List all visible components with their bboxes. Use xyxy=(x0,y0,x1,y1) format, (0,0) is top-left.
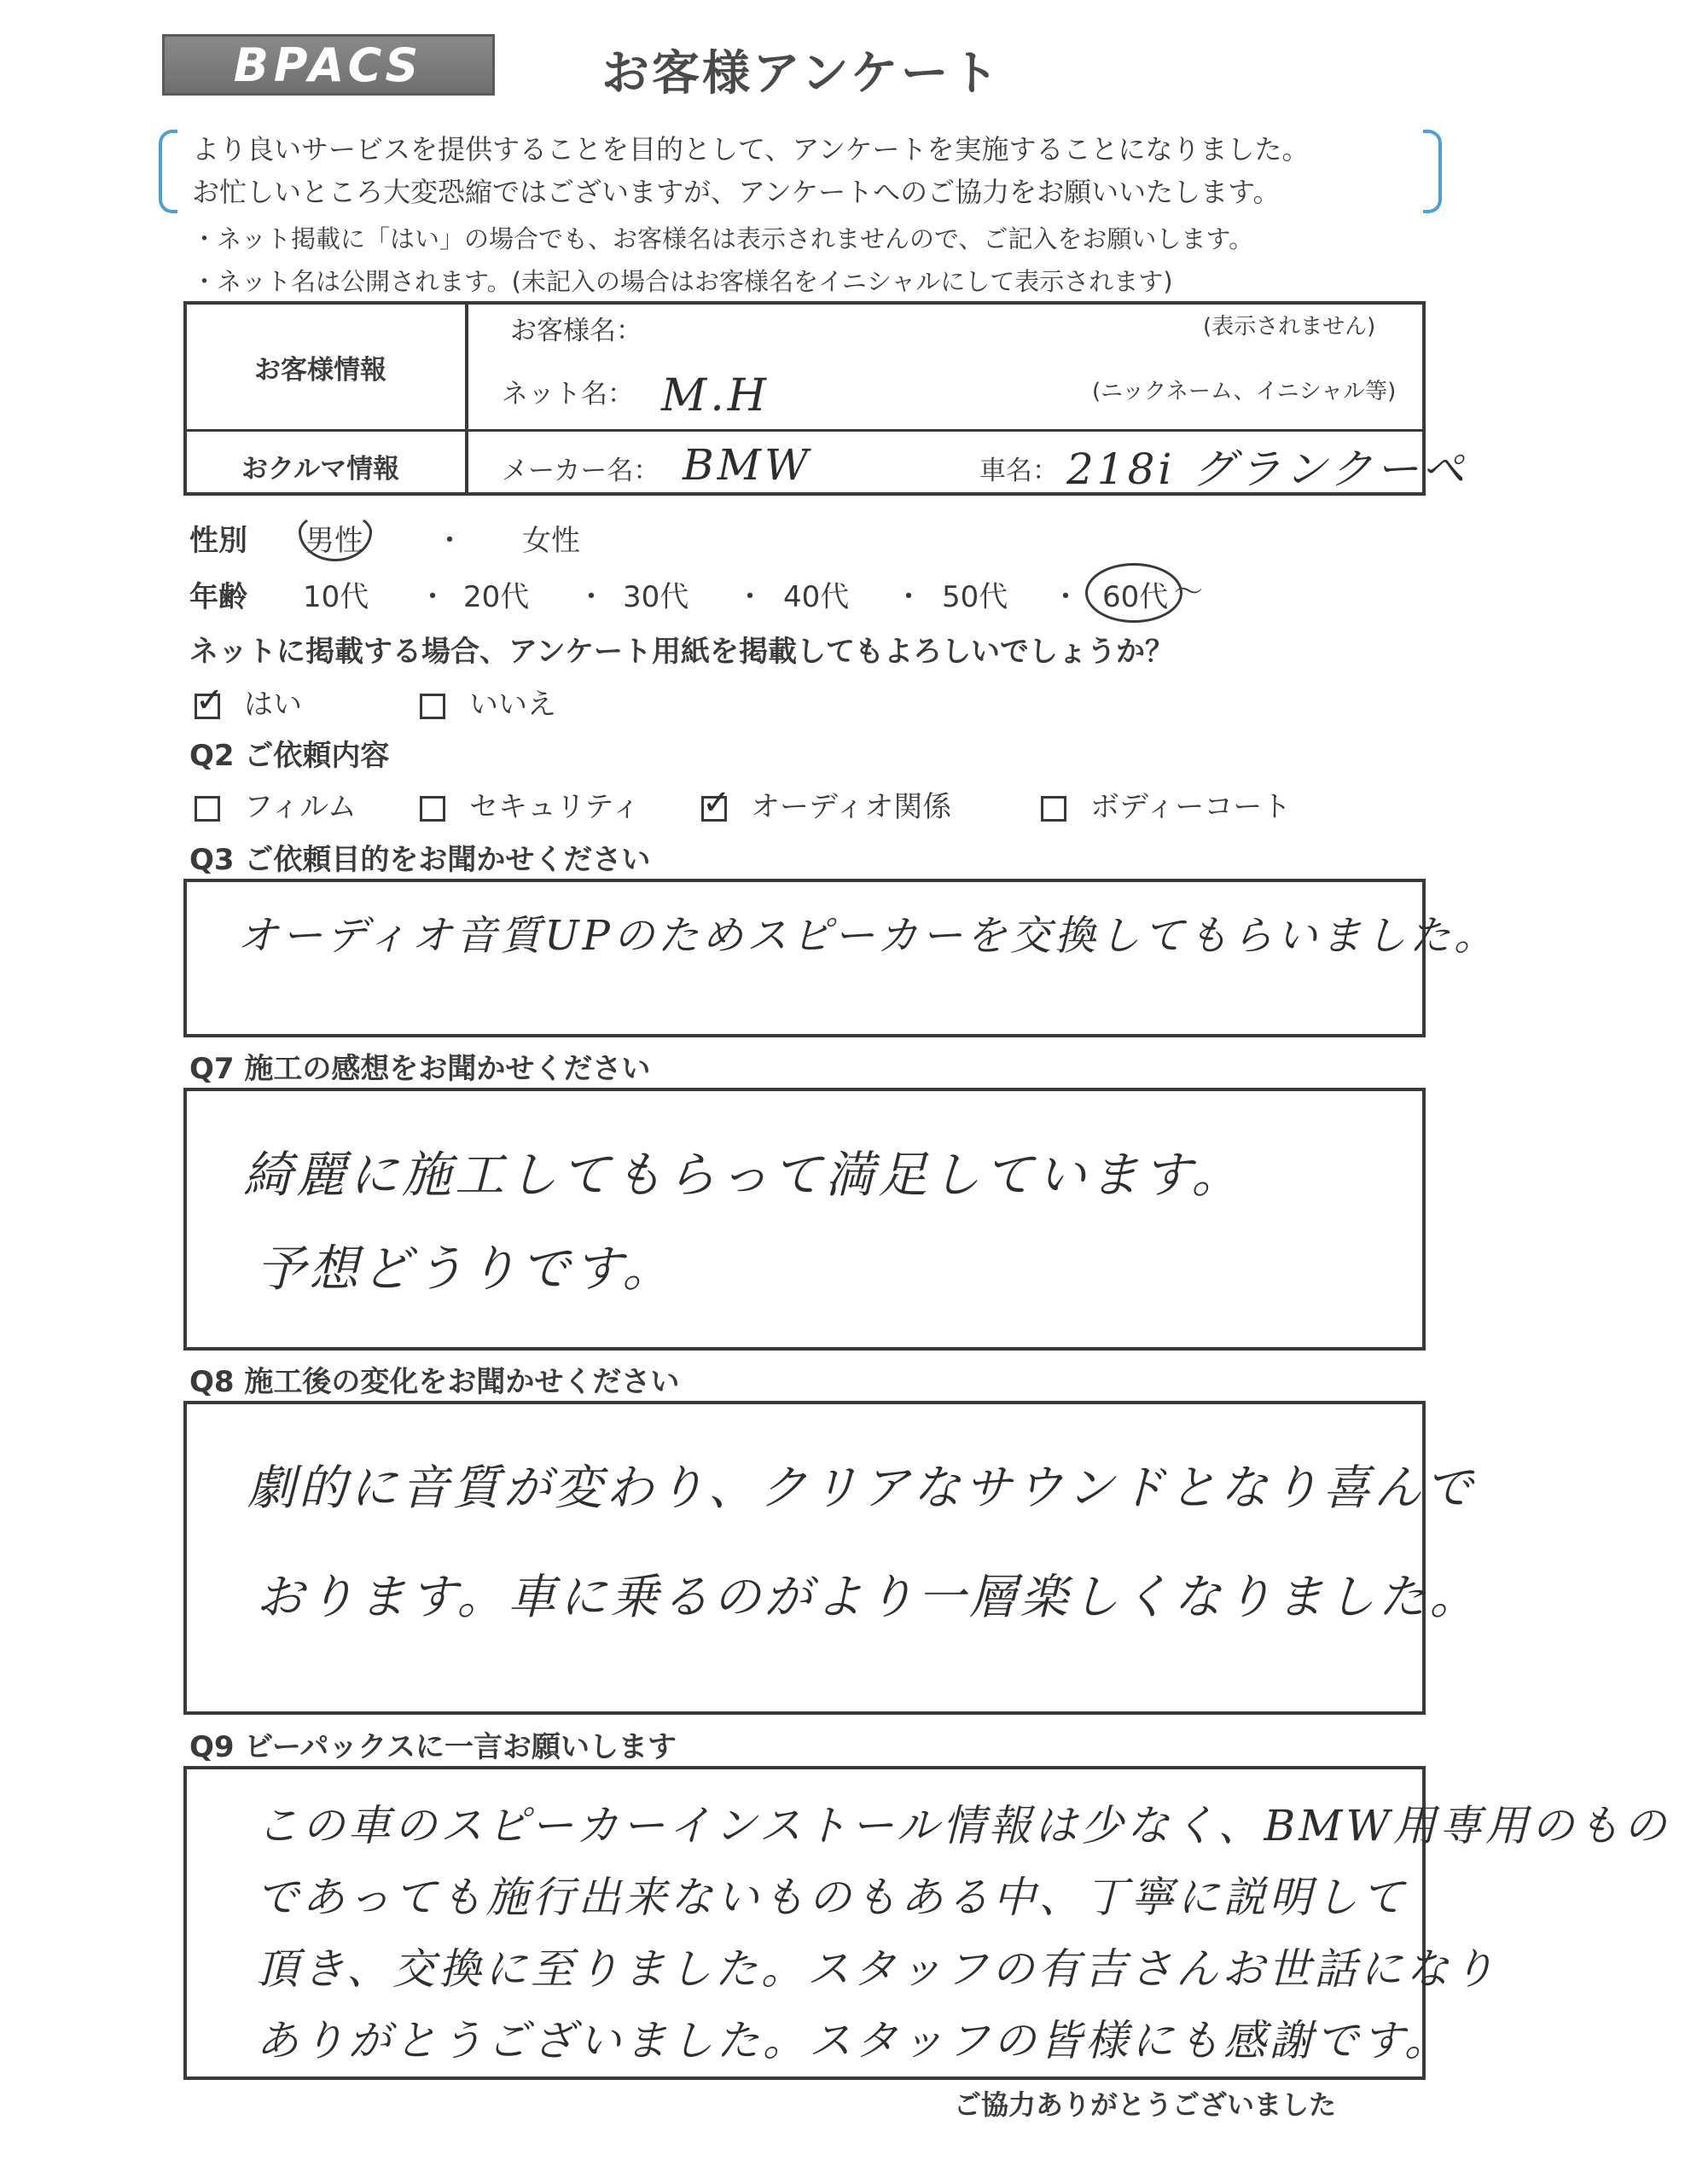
q2-option-security[interactable] xyxy=(420,783,641,825)
q7-answer-line-1: 綺麗に施工してもらって満足しています。 xyxy=(243,1146,1245,1204)
customer-name-note: (表示されません) xyxy=(1203,314,1376,340)
model-value: 218i グランクーペ xyxy=(1066,444,1468,494)
model-label: 車名： xyxy=(979,456,1059,486)
maker-value: BMW xyxy=(683,440,812,490)
q7-answer-line-2: 予想どうりです。 xyxy=(256,1240,676,1298)
age-sep-5: ・ xyxy=(1051,580,1080,614)
age-tail: 〜 xyxy=(1174,575,1203,609)
age-sep-4: ・ xyxy=(894,580,923,614)
info-table-row-divider xyxy=(183,429,1426,432)
q9-answer-line-1: この車のスピーカーインストール情報は少なく、BMW用専用のもの xyxy=(256,1801,1670,1850)
age-40s[interactable]: 40代 xyxy=(783,580,850,614)
info-table-divider xyxy=(465,301,468,496)
q2-security-checkbox[interactable] xyxy=(420,796,445,822)
publish-no-checkbox[interactable] xyxy=(420,694,445,719)
publish-no-label: いいえ xyxy=(469,688,556,722)
q2-audio-label: オーディオ関係 xyxy=(751,790,952,824)
q2-film-label: フィルム xyxy=(244,790,357,824)
customer-info-label: お客様情報 xyxy=(254,355,386,386)
age-sep-2: ・ xyxy=(577,580,606,614)
q8-answer-line-2: おります。車に乗るのがより一層楽しくなりました。 xyxy=(256,1570,1481,1625)
page-title: お客様アンケート xyxy=(601,46,1002,102)
q2-label: Q2 ご依頼内容 xyxy=(189,739,390,773)
net-name-note: (ニックネーム、イニシャル等) xyxy=(1092,379,1397,404)
q2-bodycoat-checkbox[interactable] xyxy=(1041,796,1066,822)
bpacs-logo xyxy=(162,34,495,96)
age-10s[interactable]: 10代 xyxy=(303,580,369,614)
q2-security-label: セキュリティ xyxy=(469,790,641,824)
q2-film-checkbox[interactable] xyxy=(195,796,220,822)
intro-note-1: ・ネット掲載に「はい」の場合でも、お客様名は表示されませんので、ご記入をお願いします。 xyxy=(192,224,1254,253)
logo-text: BPACS xyxy=(233,38,424,92)
publish-yes-checkbox[interactable] xyxy=(195,680,224,720)
publish-yes-label: はい xyxy=(244,688,302,722)
q7-answer-box xyxy=(183,1088,1426,1350)
age-60s[interactable]: 60代 xyxy=(1102,580,1169,614)
gender-female[interactable]: 女性 xyxy=(522,524,580,558)
q8-answer-line-1: 劇的に音質が変わり、クリアなサウンドとなり喜んで xyxy=(247,1461,1476,1516)
net-name-value: M.H xyxy=(661,370,770,421)
age-label: 年齢 xyxy=(189,580,247,614)
customer-name-label: お客様名： xyxy=(510,316,642,346)
publish-yes-option[interactable] xyxy=(195,681,302,723)
gender-male[interactable]: 男性 xyxy=(305,524,363,558)
intro-line-1: より良いサービスを提供することを目的として、アンケートを実施することになりました。 xyxy=(192,133,1310,166)
q3-answer: オーディオ音質UPのためスピーカーを交換してもらいました。 xyxy=(237,912,1499,960)
q2-option-film[interactable] xyxy=(195,783,357,825)
q9-answer-line-3: 頂き、交換に至りました。スタッフの有吉さんお世話になり xyxy=(256,1944,1498,1994)
intro-line-2: お忙しいところ大変恐縮ではございますが、アンケートへのご協力をお願いいたします。 xyxy=(192,176,1281,208)
intro-note-2: ・ネット名は公開されます。(未記入の場合はお客様名をイニシャルにして表示されます) xyxy=(192,267,1173,296)
q2-bodycoat-label: ボディーコート xyxy=(1090,790,1292,824)
gender-separator: ・ xyxy=(435,524,464,558)
q8-label: Q8 施工後の変化をお聞かせください xyxy=(189,1365,680,1399)
maker-label: メーカー名： xyxy=(502,456,660,486)
age-30s[interactable]: 30代 xyxy=(623,580,689,614)
q9-answer-line-2: であっても施行出来ないものもある中、丁寧に説明して xyxy=(256,1873,1408,1922)
q8-answer-box xyxy=(183,1401,1426,1715)
publish-no-option[interactable] xyxy=(420,681,556,723)
q2-option-bodycoat[interactable] xyxy=(1041,783,1291,825)
q7-label: Q7 施工の感想をお聞かせください xyxy=(189,1052,651,1086)
q2-option-audio[interactable] xyxy=(701,783,951,825)
q3-label: Q3 ご依頼目的をお聞かせください xyxy=(189,843,651,877)
publish-question: ネットに掲載する場合、アンケート用紙を掲載してもよろしいでしょうか？ xyxy=(189,635,1174,669)
footer-thanks: ご協力ありがとうございました xyxy=(954,2088,1337,2121)
net-name-label: ネット名： xyxy=(502,379,634,410)
age-60s-circle xyxy=(1085,563,1182,623)
q2-audio-checkbox[interactable] xyxy=(701,782,731,822)
gender-label: 性別 xyxy=(189,524,247,558)
car-info-label: おクルマ情報 xyxy=(241,454,400,485)
q9-label: Q9 ビーパックスに一言お願いします xyxy=(189,1730,677,1764)
q9-answer-line-4: ありがとうございました。スタッフの皆様にも感謝です。 xyxy=(256,2016,1450,2065)
age-20s[interactable]: 20代 xyxy=(463,580,530,614)
intro-bracket-left xyxy=(159,130,177,213)
age-50s[interactable]: 50代 xyxy=(942,580,1008,614)
intro-bracket-right xyxy=(1423,130,1442,213)
check-mark-icon: ✓ xyxy=(702,782,731,822)
age-sep-1: ・ xyxy=(418,580,447,614)
age-sep-3: ・ xyxy=(735,580,764,614)
check-mark-icon: ✓ xyxy=(195,680,224,720)
